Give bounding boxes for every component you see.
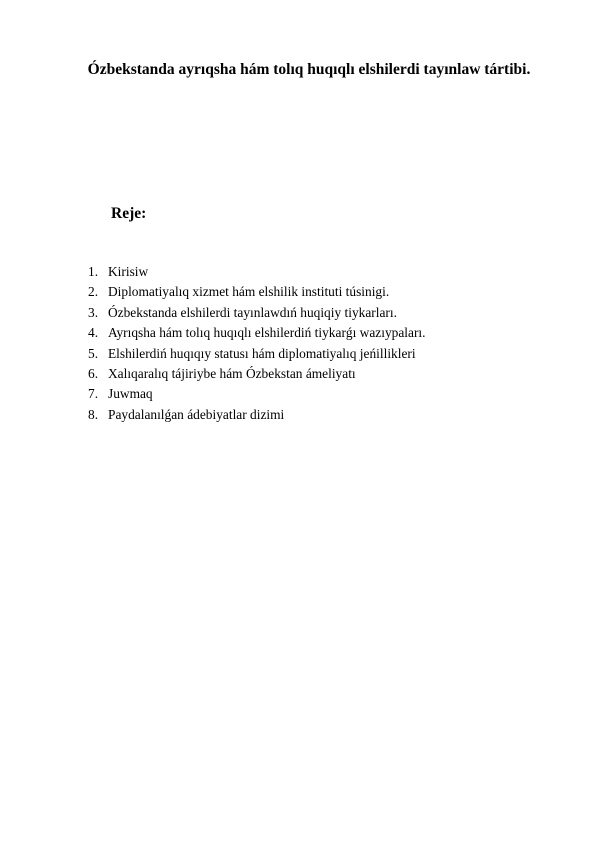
plan-item (88, 262, 425, 282)
plan-item (88, 384, 425, 404)
plan-item-text: Diplomatiyalıq xizmet hám elshilik instituti túsinigi. (108, 284, 390, 300)
plan-item-text: Xalıqaralıq tájiriybe hám Ózbekstan ámeliyatı (108, 366, 356, 382)
plan-item (88, 364, 425, 384)
plan-item-number: 3. (88, 304, 99, 320)
plan-list (88, 262, 425, 425)
plan-item-text: Ózbekstanda elshilerdi tayınlawdıń huqiqiy tiykarları. (108, 304, 397, 320)
plan-item (88, 282, 425, 302)
plan-item (88, 405, 425, 425)
plan-item-number: 4. (88, 325, 99, 341)
plan-item-number: 1. (88, 264, 99, 279)
plan-item-text: Ayrıqsha hám tolıq huqıqlı elshilerdiń tiykarǵı wazıypaları. (108, 325, 426, 341)
plan-item (88, 344, 425, 364)
plan-item (88, 323, 425, 343)
plan-item (88, 303, 425, 323)
plan-item-number: 2. (88, 284, 99, 300)
plan-heading: Reje: (111, 205, 147, 222)
plan-item-number: 5. (88, 345, 99, 361)
document-title: Ózbekstanda ayrıqsha hám tolıq huqıqlı elshilerdi tayınlaw tártibi. (87, 61, 531, 78)
plan-item-number: 7. (88, 386, 99, 402)
plan-item-number: 8. (88, 406, 99, 422)
plan-item-text: Juwmaq (108, 386, 153, 402)
plan-item-text: Elshilerdiń huqıqıy statusı hám diplomatiyalıq jeńillikleri (108, 345, 416, 361)
plan-item-text: Paydalanılǵan ádebiyatlar dizimi (108, 406, 285, 422)
plan-item-number: 6. (88, 366, 99, 382)
plan-item-text: Kirisiw (108, 264, 149, 279)
